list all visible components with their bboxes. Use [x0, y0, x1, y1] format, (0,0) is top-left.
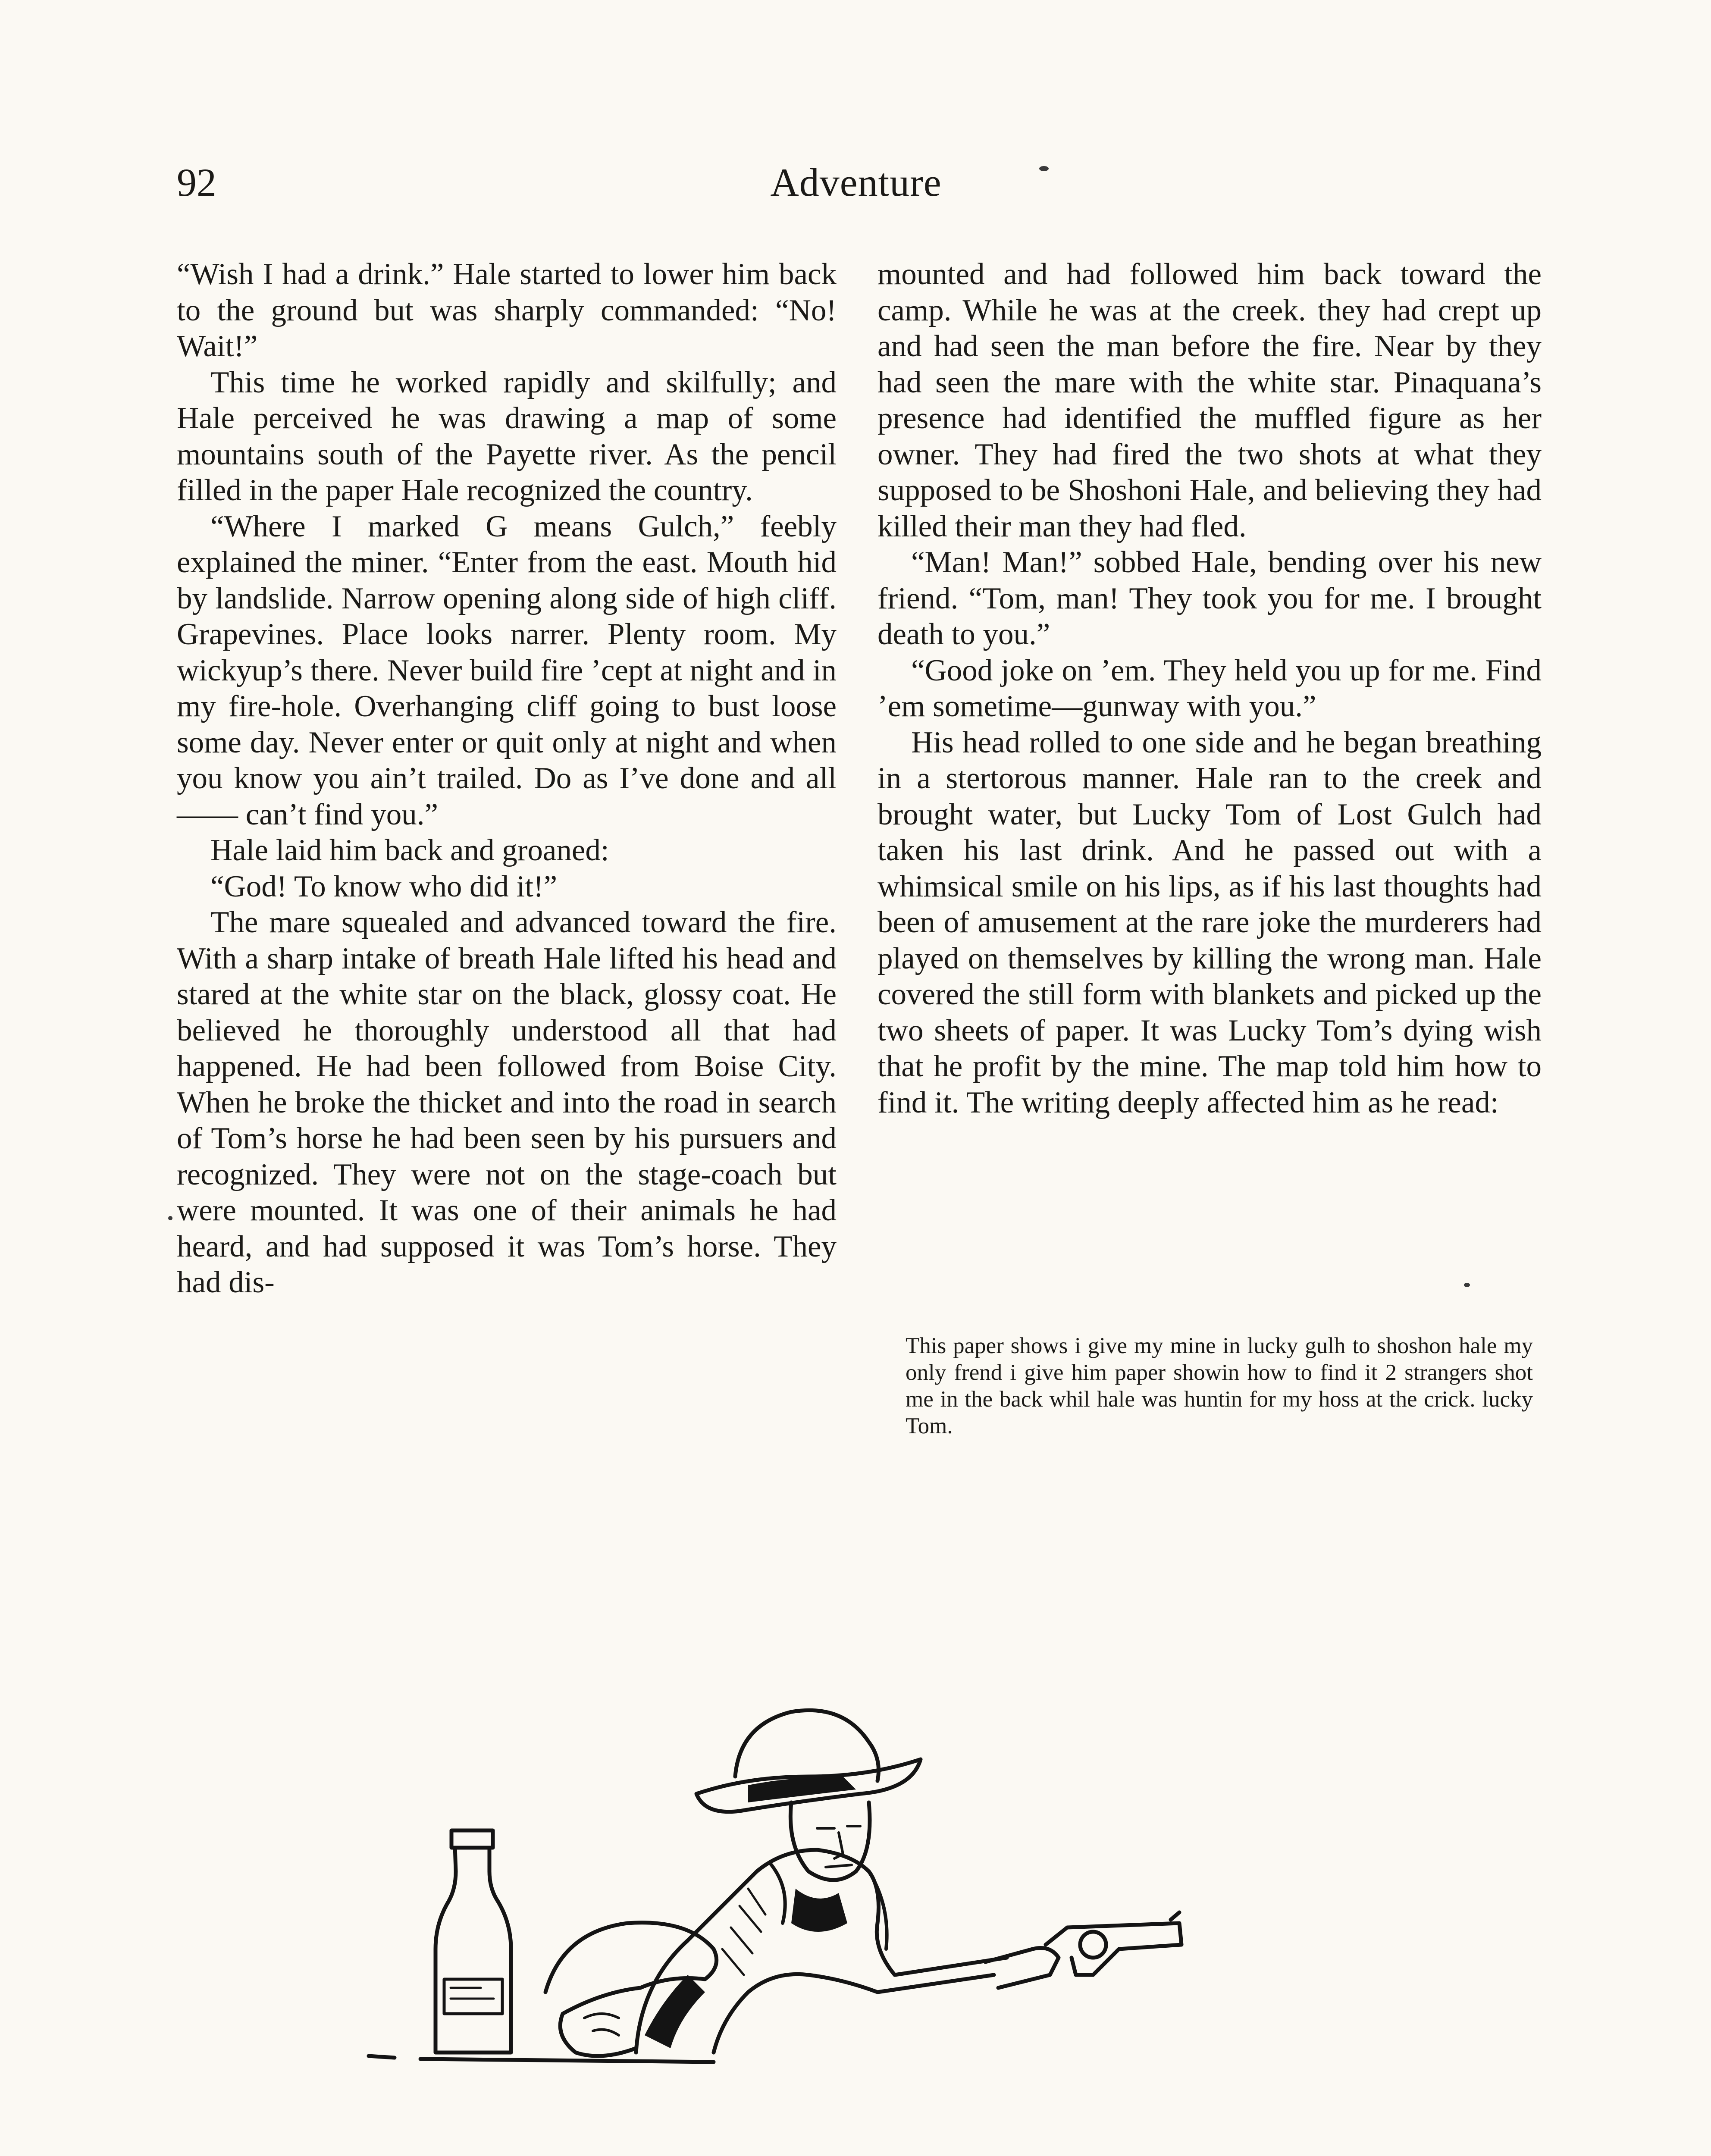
- page-number: 92: [177, 160, 216, 204]
- paragraph: The mare squealed and advanced toward the fire. With a sharp intake of breath Hale lifted his head and stared at the white star on the black, glossy coat. He believed he thoroughly understood all that had happened. He had been followed from Boise City. When he broke the thicket and into the road in search of Tom’s horse he had been seen by his pursuers and recognized. They were not on the stage-coach but were mounted. It was one of their animals he had heard, and had supposed it was Tom’s horse. They had dis-: [177, 906, 837, 1299]
- paragraph: “God! To know who did it!”: [210, 869, 558, 903]
- page-header: [177, 160, 1535, 220]
- handwritten-letter-text: This paper shows i give my mine in lucky gulh to shoshon hale my only frend i give him paper showin how to find it 2 strangers shot me in the back whil hale was huntin for my hoss at the crick. lucky Tom.: [906, 1333, 1533, 1438]
- ink-speck: [168, 1216, 172, 1220]
- right-text-column: [877, 257, 1542, 1121]
- paragraph: “Where I marked G means Gulch,” feebly explained the miner. “Enter from the east. Mouth hid by landslide. Narrow opening along side of high cliff. Grapevines. Place looks narrer. Plenty room. My wickyup’s there. Never build fire ’cept at night and in my fire-hole. Overhanging cliff going to bust loose some day. Never enter or quit only at night and when you know you ain’t trailed. Do as I’ve done and all —— can’t find you.”: [177, 509, 837, 831]
- paragraph: “Man! Man!” sobbed Hale, bending over his new friend. “Tom, man! They took you for me. I brought death to you.”: [877, 545, 1542, 651]
- running-head: Adventure: [770, 160, 942, 204]
- ink-speck: [1039, 166, 1049, 171]
- paragraph: This time he worked rapidly and skilfully; and Hale perceived he was drawing a map of some mountains south of the Payette river. As the pencil filled in the paper Hale recognized the country.: [177, 365, 837, 507]
- paragraph: mounted and had followed him back toward the camp. While he was at the creek. they had crept up and had seen the man before the fire. Near by they had seen the mare with the white star. Pinaquana’s presence had identified the muffled figure as her owner. They had fired the two shots at what they supposed to be Shoshoni Hale, and believing they had killed their man they had fled.: [877, 257, 1542, 543]
- ink-illustration: [360, 1647, 1335, 2104]
- paragraph: “Good joke on ’em. They held you up for me. Find ’em sometime—gunway with you.”: [877, 653, 1542, 723]
- paragraph: His head rolled to one side and he began breathing in a stertorous manner. Hale ran to the creek and brought water, but Lucky Tom of Lost Gulch had taken his last drink. And he passed out with a whimsical smile on his lips, as if his last thoughts had been of amusement at the rare joke the murderers had played on themselves by killing the wrong man. Hale covered the still form with blankets and picked up the two sheets of paper. It was Lucky Tom’s dying wish that he profit by the mine. The map told him how to find it. The writing deeply affected him as he read:: [877, 725, 1542, 1119]
- ink-speck: [1464, 1283, 1470, 1287]
- paragraph: “Wish I had a drink.” Hale started to lower him back to the ground but was sharply commanded: “No! Wait!”: [177, 257, 837, 363]
- left-text-column: [177, 257, 837, 1301]
- paragraph: Hale laid him back and groaned:: [210, 834, 609, 867]
